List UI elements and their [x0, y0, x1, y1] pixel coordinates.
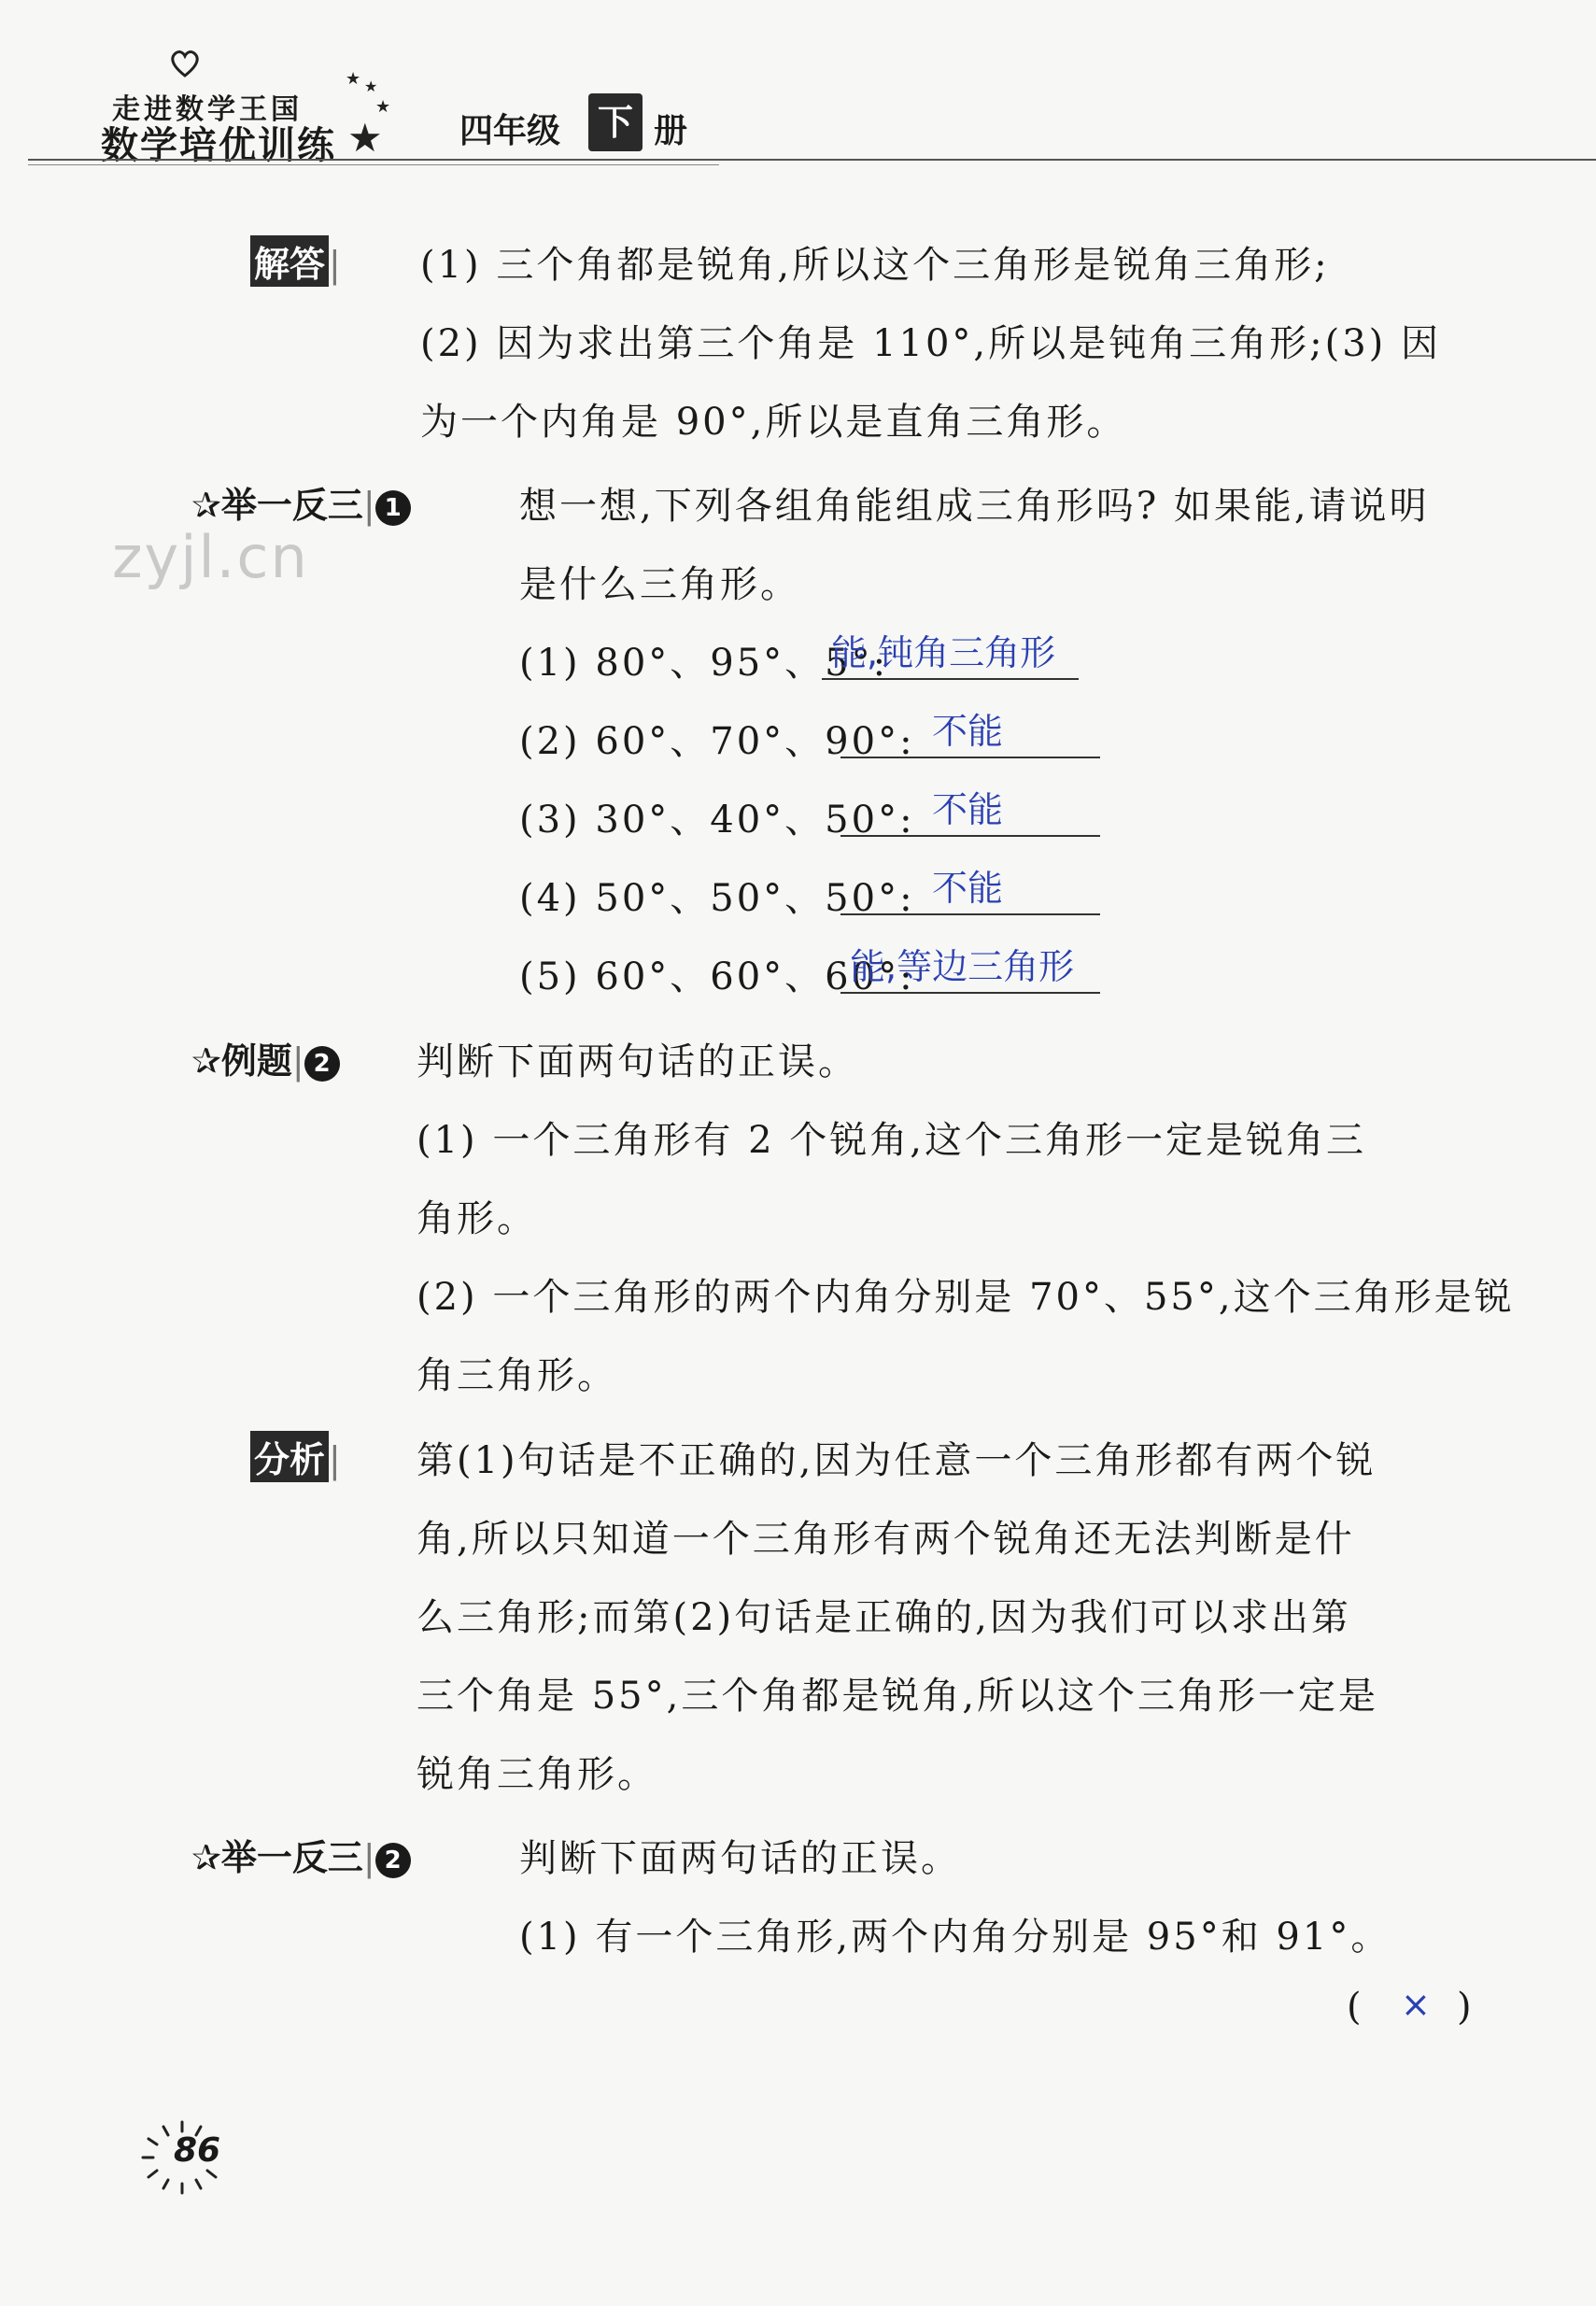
example2-line-2: 角形。 [417, 1197, 537, 1240]
page-number: 86 [174, 2131, 221, 2170]
grade-label: 四年级 [459, 112, 561, 150]
answer-paren-open: ( [1347, 1986, 1364, 2029]
example2-label-text: 例题 [220, 1040, 292, 1082]
header-rule [28, 159, 1596, 161]
practice1-item-2-prompt: (2) 60°、70°、90°: [519, 720, 915, 763]
solution-line-1: (1) 三个角都是锐角,所以这个三角形是锐角三角形; [420, 244, 1330, 287]
star-icon: ✰ [191, 1040, 221, 1082]
practice1-label [191, 476, 411, 528]
solution-line-2: (2) 因为求出第三个角是 110°,所以是钝角三角形;(3) 因 [420, 322, 1442, 365]
practice1-label-text: 举一反三 [220, 485, 363, 526]
analysis-line-3: 么三角形;而第(2)句话是正确的,因为我们可以求出第 [417, 1596, 1351, 1639]
answer-underline [840, 992, 1100, 994]
answer-paren-close: ) [1457, 1986, 1475, 2029]
example2-line-3: (2) 一个三角形的两个内角分别是 70°、55°,这个三角形是锐 [417, 1276, 1515, 1319]
stars-icon [336, 65, 402, 159]
example2-number: 2 [304, 1046, 340, 1082]
analysis-line-1: 第(1)句话是不正确的,因为任意一个三角形都有两个锐 [417, 1439, 1377, 1482]
svg-text:★: ★ [364, 78, 378, 95]
analysis-line-2: 角,所以只知道一个三角形有两个锐角还无法判断是什 [417, 1518, 1355, 1561]
answer-underline [840, 757, 1100, 758]
practice1-item-4-prompt: (4) 50°、50°、50°: [519, 877, 915, 920]
practice2-number: 2 [375, 1843, 411, 1878]
analysis-label [250, 1431, 341, 1482]
practice1-item-1-answer: 能,钝角三角形 [831, 632, 1056, 673]
analysis-line-5: 锐角三角形。 [417, 1753, 657, 1796]
label-divider: | [362, 485, 375, 526]
practice2-item-1-answer: × [1401, 1984, 1431, 2025]
analysis-label-text: 分析 [250, 1431, 329, 1482]
star-icon: ✰ [191, 1837, 221, 1878]
practice1-item-1-prompt: (1) 80°、95°、5°: [519, 642, 889, 685]
practice1-item-5-answer: 能,等边三角形 [850, 946, 1075, 987]
practice2-label-text: 举一反三 [220, 1837, 363, 1878]
heart-icon [168, 47, 202, 78]
answer-underline [840, 835, 1100, 837]
solution-label [250, 235, 341, 287]
solution-line-3: 为一个内角是 90°,所以是直角三角形。 [420, 401, 1127, 444]
example2-line-1: (1) 一个三角形有 2 个锐角,这个三角形一定是锐角三 [417, 1119, 1366, 1162]
answer-underline [840, 913, 1100, 915]
volume-box: 下 [588, 93, 643, 151]
practice2-title: 判断下面两句话的正误。 [519, 1837, 961, 1880]
watermark: zyjl.cn [112, 523, 309, 591]
series-name-big: 数学培优训练 [101, 124, 336, 167]
example2-line-4: 角三角形。 [417, 1354, 617, 1397]
example2-label [191, 1032, 340, 1083]
volume-suffix: 册 [654, 112, 688, 150]
practice2-label [191, 1829, 411, 1880]
label-divider: | [329, 244, 341, 285]
practice1-item-4-answer: 不能 [932, 868, 1004, 909]
practice1-item-2-answer: 不能 [932, 711, 1004, 752]
practice1-question-2: 是什么三角形。 [519, 563, 800, 606]
practice2-item-1: (1) 有一个三角形,两个内角分别是 95°和 91°。 [519, 1916, 1391, 1959]
practice1-number: 1 [375, 490, 411, 526]
header-rule-thin [28, 164, 719, 165]
label-divider: | [362, 1837, 375, 1878]
practice1-item-3-prompt: (3) 30°、40°、50°: [519, 799, 915, 842]
practice1-item-3-answer: 不能 [932, 789, 1004, 830]
series-name-small: 走进数学王国 [112, 93, 303, 126]
answer-underline [822, 678, 1079, 680]
practice1-item-5-prompt: (5) 60°、60°、60°: [519, 955, 915, 998]
star-icon: ✰ [191, 485, 221, 526]
analysis-line-4: 三个角是 55°,三个角都是锐角,所以这个三角形一定是 [417, 1675, 1379, 1718]
svg-text:★: ★ [346, 69, 361, 89]
label-divider: | [291, 1040, 304, 1082]
example2-title: 判断下面两句话的正误。 [417, 1040, 858, 1083]
header [0, 0, 1596, 168]
svg-text:★: ★ [347, 115, 383, 159]
label-divider: | [329, 1439, 341, 1480]
svg-text:★: ★ [375, 97, 391, 117]
practice1-question-1: 想一想,下列各组角能组成三角形吗? 如果能,请说明 [519, 485, 1430, 528]
solution-label-text: 解答 [250, 235, 329, 287]
